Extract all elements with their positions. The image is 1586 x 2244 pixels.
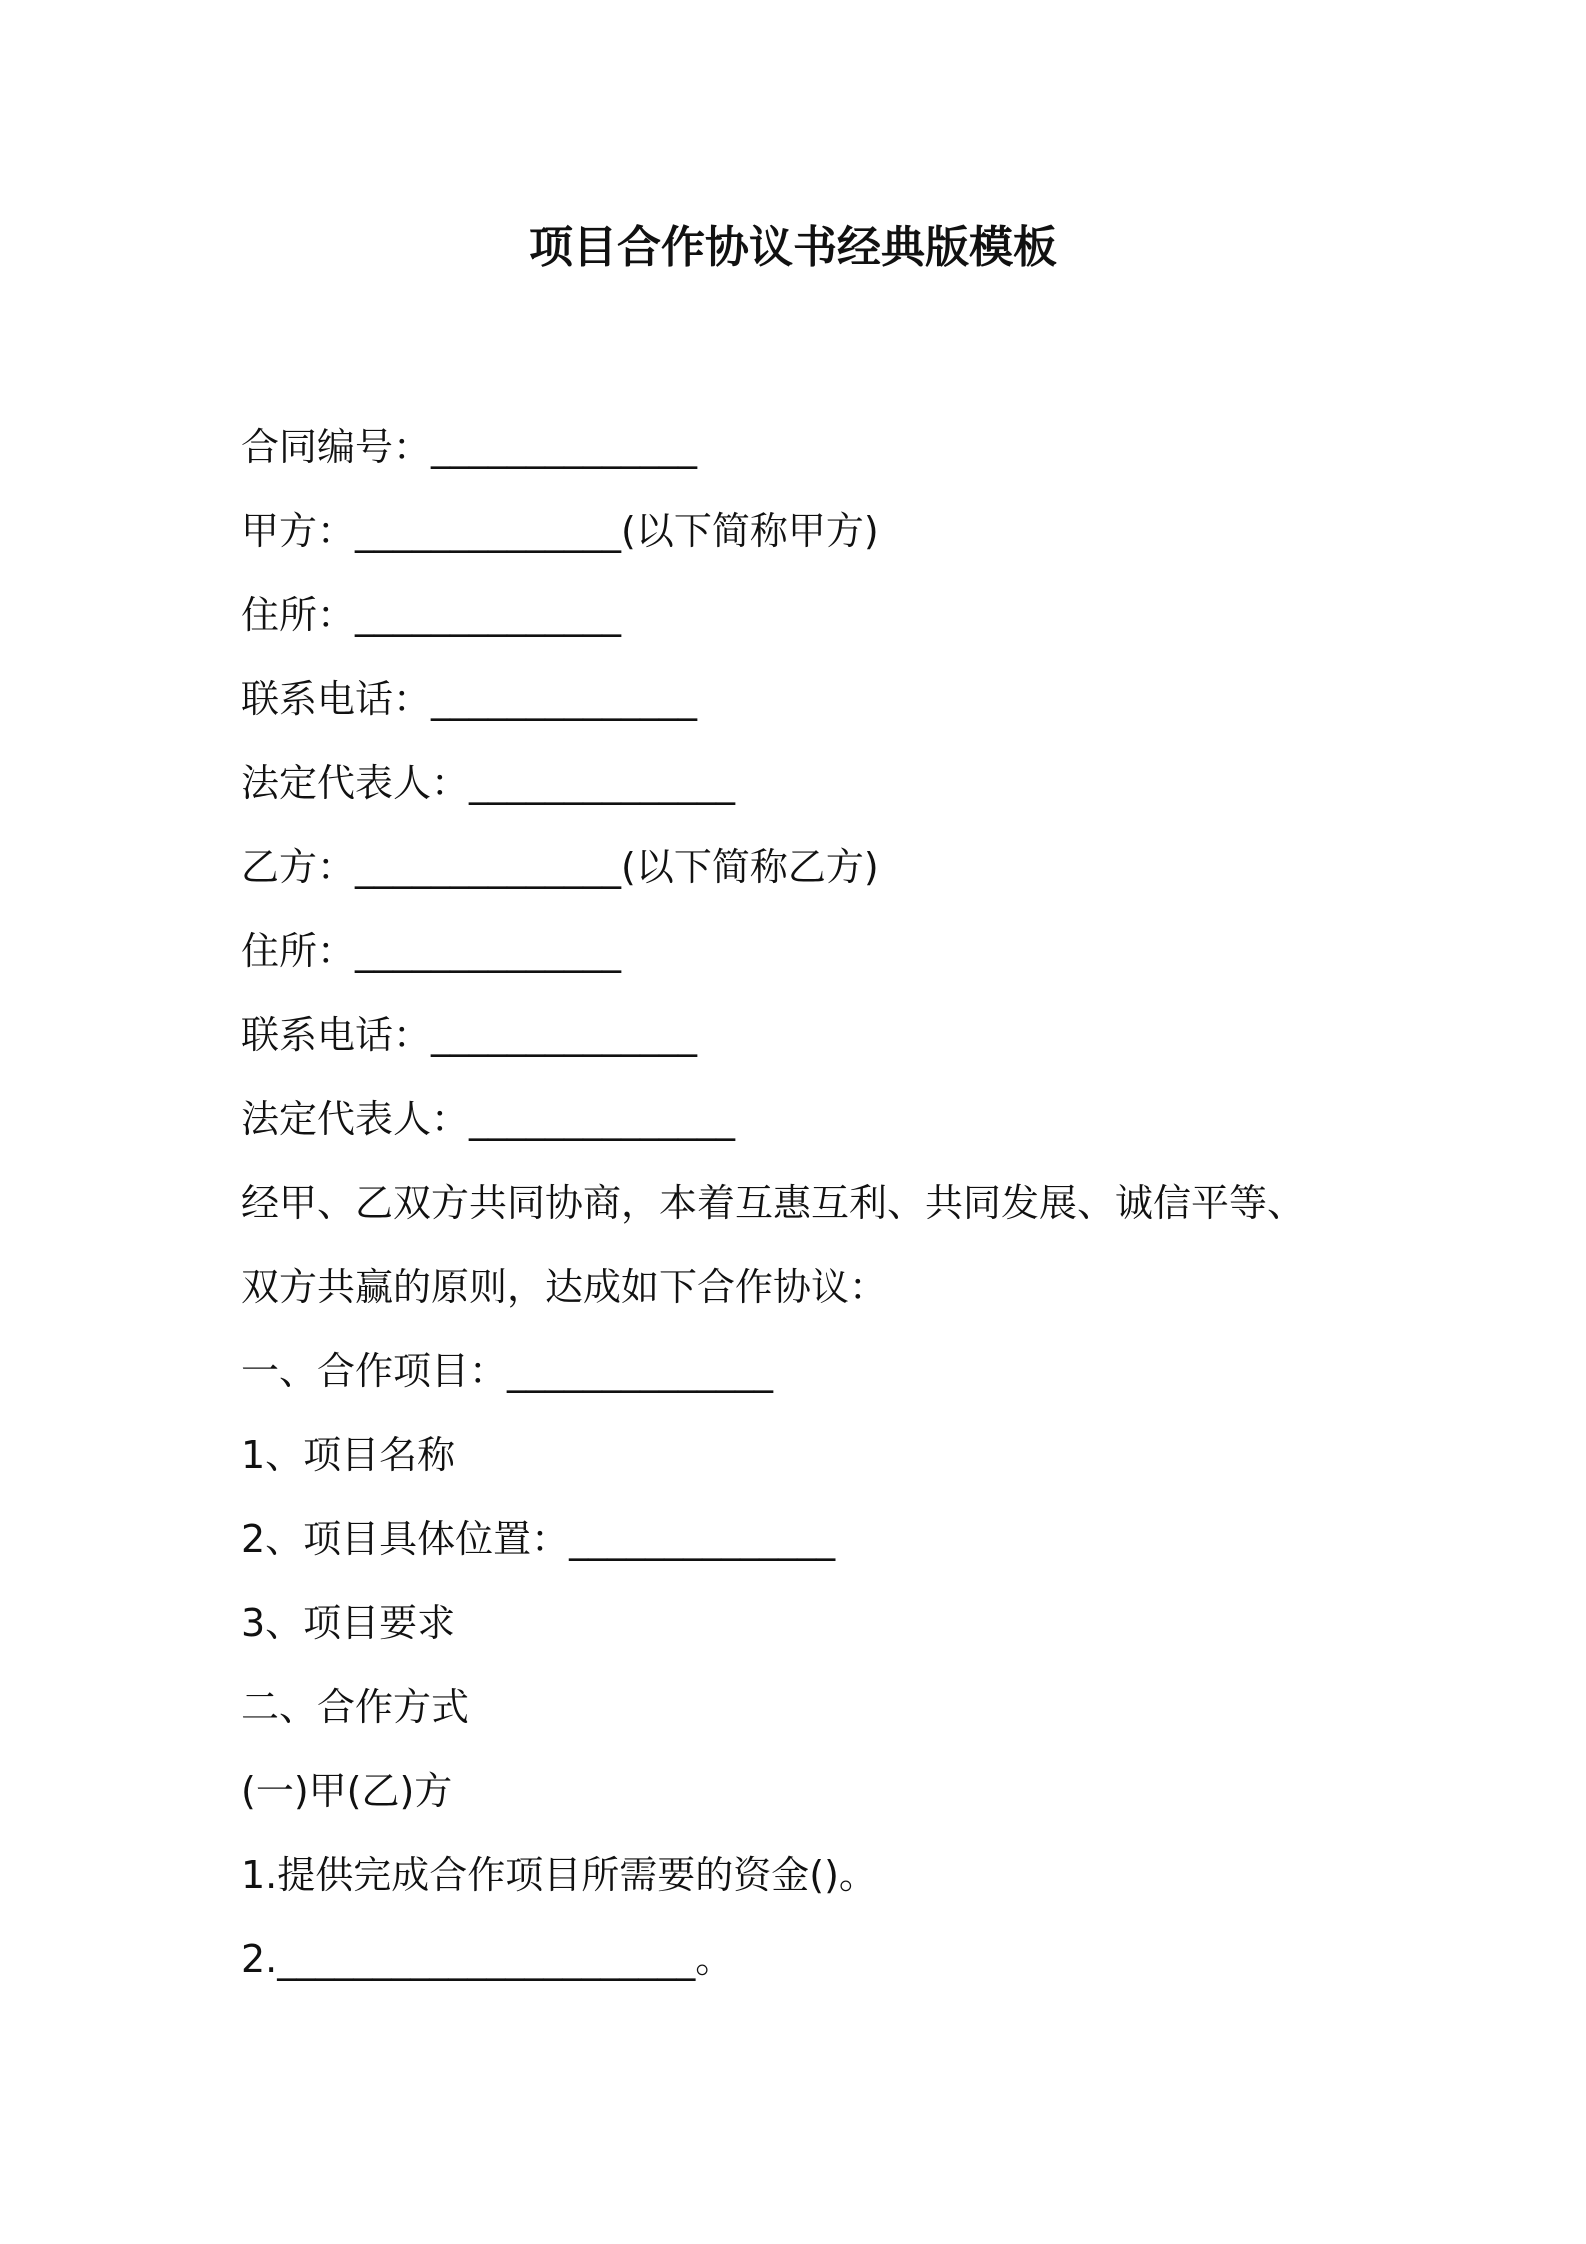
party-a-legal-rep-line: 法定代表人：______________ [241, 761, 736, 805]
party-b-phone-line: 联系电话：______________ [241, 1013, 698, 1057]
item-project-name: 1、项目名称 [241, 1433, 456, 1477]
contract-number-line: 合同编号：______________ [241, 425, 698, 469]
party-a-phone-line: 联系电话：______________ [241, 677, 698, 721]
clause-2-blank: 2.______________________。 [241, 1937, 734, 1981]
document-body [241, 405, 1391, 2001]
item-project-requirements: 3、项目要求 [241, 1601, 456, 1645]
subsection-party: (一)甲(乙)方 [241, 1769, 453, 1813]
clause-1-funding: 1.提供完成合作项目所需要的资金()。 [241, 1853, 877, 1897]
party-a-line: 甲方：______________(以下简称甲方) [241, 509, 879, 553]
party-b-line: 乙方：______________(以下简称乙方) [241, 845, 879, 889]
section-cooperation-method: 二、合作方式 [241, 1685, 470, 1729]
preamble-line-1: 经甲、乙双方共同协商，本着互惠互利、共同发展、诚信平等、 [241, 1181, 1306, 1225]
preamble-line-2: 双方共赢的原则，达成如下合作协议： [241, 1265, 888, 1309]
section-cooperation-project: 一、合作项目：______________ [241, 1349, 774, 1393]
party-a-address-line: 住所：______________ [241, 593, 622, 637]
party-b-address-line: 住所：______________ [241, 929, 622, 973]
item-project-location: 2、项目具体位置：______________ [241, 1517, 836, 1561]
document-title: 项目合作协议书经典版模板 [529, 222, 1057, 273]
party-b-legal-rep-line: 法定代表人：______________ [241, 1097, 736, 1141]
